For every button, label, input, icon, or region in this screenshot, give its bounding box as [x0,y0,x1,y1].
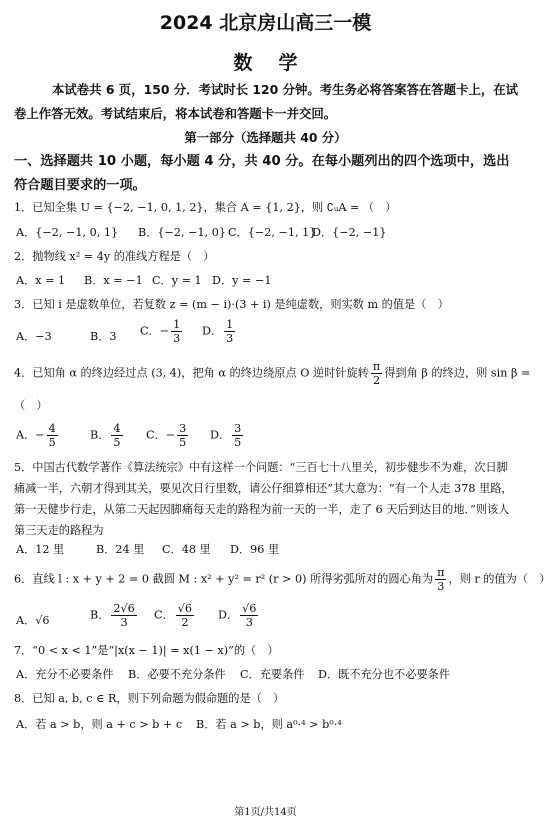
q4-a-prefix: A．− [16,428,45,442]
q1-option-a: A．{−2, −1, 0, 1} [16,226,119,239]
q7-stem: 7．“0 < x < 1”是“|x(x − 1)| = x(1 − x)”的（ ） [14,644,279,657]
q7-option-c: C．充要条件 [240,668,305,681]
q4-option-b [90,422,125,449]
q3-d-numerator: 1 [226,318,234,331]
q4-b-denominator: 5 [113,436,121,449]
q4-stem [14,360,531,387]
part-title: 第一部分（选择题共 40 分） [184,130,347,145]
q2-option-c: C．y = 1 [152,274,202,287]
q4-rotation-fraction [371,360,382,387]
q3-option-b: B．3 [90,330,117,343]
q4-paren: （ ） [14,399,48,412]
q7-option-b: B．必要不充分条件 [128,668,226,681]
page-footer: 第1页/共14页 [234,807,297,818]
q4-stem-part2: 得到角 β 的终边，则 sin β = [384,366,531,380]
q3-option-a: A．−3 [16,330,52,343]
q4-stem-part1: 4．已知角 α 的终边经过点 (3, 4)，把角 α 的终边绕原点 O 逆时针旋转 [14,366,369,380]
q4-b-numerator: 4 [113,422,121,435]
q4-a-fraction [47,422,58,449]
q6-angle-fraction [435,566,446,593]
q5-option-b: B．24 里 [96,543,145,556]
exam-title: 2024 北京房山高三一模 [159,12,372,34]
q4-rot-numerator: π [372,360,381,373]
q4-a-numerator: 4 [48,422,56,435]
q8-stem: 8．已知 a, b, c ∈ R，则下列命题为假命题的是（ ） [14,692,285,705]
q4-b-prefix: B． [90,428,110,442]
q4-d-fraction [232,422,243,449]
q6-ang-denominator: 3 [437,580,445,593]
q6-d-prefix: D． [218,608,239,622]
q2-option-a: A．x = 1 [16,274,66,287]
q6-c-fraction [176,602,194,629]
q3-d-denominator: 3 [226,332,234,345]
q3-c-denominator: 3 [173,332,181,345]
q6-option-b [90,602,139,629]
q3-d-fraction [224,318,235,345]
exam-notice: 本试卷共 6 页，150 分．考试时长 120 分钟。考生务必将答案答在答题卡上，在试卷上作答无效。考试结束后，将本试卷和答题卡一并交回。 [14,82,519,121]
q7-option-a: A．充分不必要条件 [16,668,114,681]
q3-c-prefix: C．− [140,324,170,338]
q4-option-d [210,422,245,449]
q4-d-numerator: 3 [234,422,242,435]
q6-option-a: A．√6 [16,614,50,627]
q6-c-denominator: 2 [181,616,189,629]
q6-option-d [218,602,260,629]
q5-option-d: D．96 里 [230,543,280,556]
q5-option-c: C．48 里 [162,543,211,556]
q8-option-b: B．若 a > b，则 a⁰·⁴ > b⁰·⁴ [196,718,342,731]
q4-option-c [146,422,190,449]
q6-b-fraction [111,602,136,629]
q3-c-fraction [171,318,182,345]
q3-c-numerator: 1 [173,318,181,331]
q3-option-d [202,318,237,345]
q6-stem-part1: 6．直线 l : x + y + 2 = 0 截圆 M : x² + y² = r² (r > 0) 所得劣弧所对的圆心角为 [14,572,434,586]
q2-stem: 2．抛物线 x² = 4y 的准线方程是（ ） [14,250,215,263]
q6-ang-numerator: π [437,566,445,579]
q4-rot-denominator: 2 [372,374,381,387]
q4-d-prefix: D． [210,428,231,442]
q6-c-prefix: C． [154,608,174,622]
q3-option-c [140,318,184,345]
q1-stem: 1．已知全集 U = {−2, −1, 0, 1, 2}，集合 A = {1, 2}，则 ∁ᵤA = （ ） [14,201,397,214]
q5-stem: 5．中国古代数学著作《算法统宗》中有这样一个问题：“三百七十八里关，初步健步不为难，次日脚痛减一半，六朝才得到其关，要见次日行里数，请公仔细算相还”其大意为：“有一个人走 378 里路，第一天健步行走，从第二天起因脚痛每天走的路程为前一天的一半，走了 6 天后到达目的地．”则该人第三天走的路程为 [14,461,513,537]
q3-stem: 3．已知 i 是虚数单位，若复数 z = (m − i)·(3 + i) 是纯虚数，则实数 m 的值是（ ） [14,298,449,311]
q6-option-c [154,602,196,629]
q3-d-prefix: D． [202,324,223,338]
q6-stem-part2: ，则 r 的值为（ ） [448,572,550,586]
q6-d-fraction [240,602,258,629]
q6-stem [14,566,550,593]
subject-title: 数学 [233,52,324,74]
q7-option-d: D．既不充分也不必要条件 [318,668,451,681]
q5-option-a: A．12 里 [16,543,65,556]
q2-option-d: D．y = −1 [212,274,272,287]
q1-option-c: C．{−2, −1, 1} [228,226,317,239]
q4-c-numerator: 3 [179,422,187,435]
q4-c-fraction [177,422,188,449]
q2-option-b: B．x = −1 [84,274,143,287]
q4-a-denominator: 5 [48,436,56,449]
q6-c-numerator: √6 [177,602,192,615]
q4-option-a [16,422,60,449]
q4-c-prefix: C．− [146,428,176,442]
q4-b-fraction [111,422,122,449]
section-title: 一、选择题共 10 小题，每小题 4 分，共 40 分。在每小题列出的四个选项中，选出符合题目要求的一项。 [14,154,510,193]
q6-b-denominator: 3 [120,616,128,629]
q6-d-numerator: √6 [242,602,257,615]
q1-option-d: D．{−2, −1} [312,226,387,239]
q6-d-denominator: 3 [245,616,253,629]
q6-b-numerator: 2√6 [113,602,135,615]
q4-c-denominator: 5 [179,436,187,449]
q8-option-a: A．若 a > b，则 a + c > b + c [16,718,183,731]
q4-d-denominator: 5 [234,436,242,449]
q1-option-b: B．{−2, −1, 0} [138,226,226,239]
q6-b-prefix: B． [90,608,110,622]
